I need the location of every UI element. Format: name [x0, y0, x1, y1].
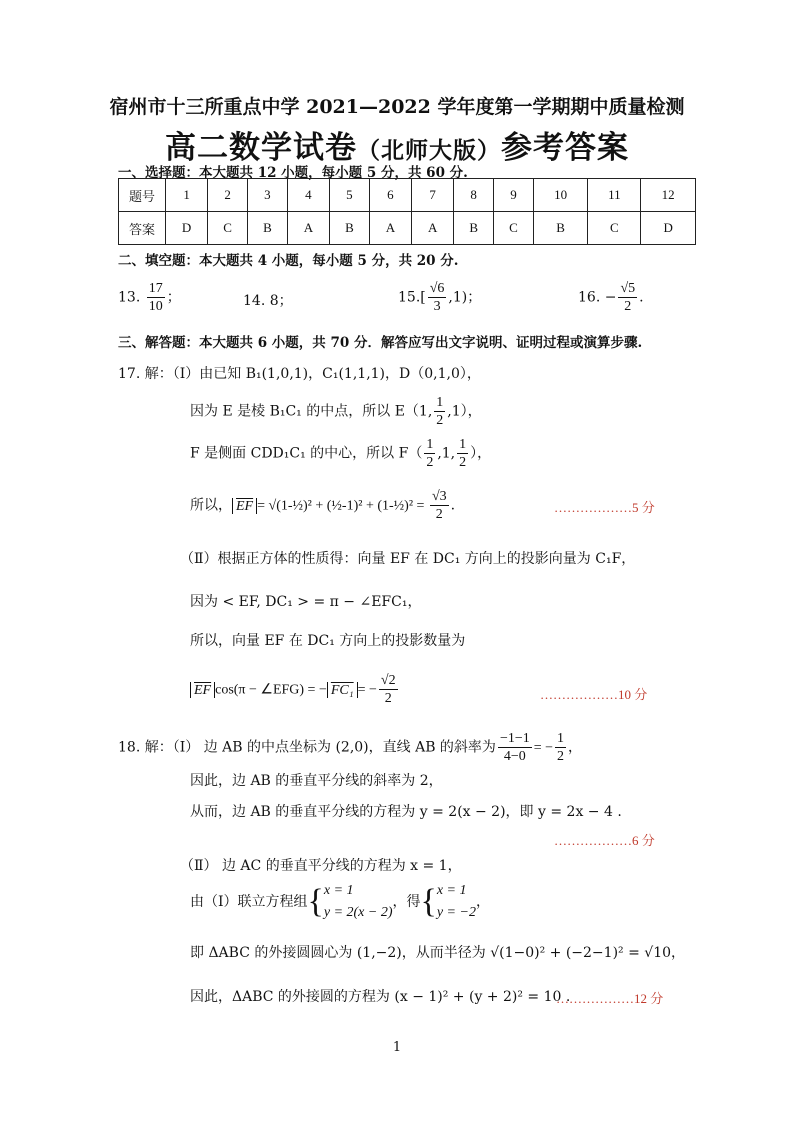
- fraction: $\frac{1}{2}$: [436, 395, 444, 428]
- table-cell: 8: [454, 179, 494, 212]
- answer-16: 16. − $\frac{√5}{2}$ .: [578, 281, 644, 314]
- doc-subtitle: 宿州市十三所重点中学 2021—2022 学年度第一学期期中质量检测: [109, 96, 685, 118]
- q18-line7: 因此，ΔABC 的外接圆的方程为 (x − 1)² + (y + 2)² = 10 .: [190, 989, 571, 1005]
- fraction: $\frac{√3}{2}$: [431, 489, 447, 522]
- answer-table: [118, 178, 696, 245]
- q17-line8: $\overline{EF}$ cos(π − ∠EFG) = − FC₁ = − $\frac{√2}{2}$: [190, 672, 400, 707]
- q17-line1: 17. 解：（Ⅰ）由已知 B₁(1,0,1)，C₁(1,1,1)，D（0,1,0），: [118, 366, 481, 382]
- table-row: [119, 179, 696, 212]
- table-cell: 4: [287, 179, 329, 212]
- q18-line4: （Ⅱ） 边 AC 的垂直平分线的方程为 x = 1，: [180, 858, 462, 874]
- fraction: $\frac{√6}{3}$: [429, 281, 445, 314]
- q17-line7: 所以，向量 EF 在 DC₁ 方向上的投影数量为: [190, 633, 466, 649]
- q17-line4: 所以， $\overline{EF}$ = √(1-½)² + (½-1)² + (1-½)² = $\frac{√3}{2}$ .: [190, 489, 456, 522]
- table-cell: 11: [588, 179, 641, 212]
- section1-heading: 一、选择题：本大题共 12 小题，每小题 5 分，共 60 分.: [118, 165, 468, 181]
- table-cell: 10: [533, 179, 588, 212]
- title-edition: （北师大版）: [357, 137, 501, 164]
- q18-line1: 18. 解：（Ⅰ） 边 AB 的中点坐标为 (2,0)，直线 AB 的斜率为 $\frac{-1-1}{4-0}$ = − $\frac{1}{2}$ ，: [118, 731, 583, 764]
- table-cell: 5: [330, 179, 370, 212]
- title-tail: 参考答案: [501, 130, 629, 166]
- table-cell: C: [494, 212, 534, 245]
- fraction: $\frac{√2}{2}$: [380, 673, 396, 706]
- table-cell: 7: [412, 179, 454, 212]
- table-cell: 1: [166, 179, 208, 212]
- section3-heading: 三、解答题：本大题共 6 小题，共 70 分．解答应写出文字说明、证明过程或演算步骤.: [118, 335, 643, 351]
- page-number: 1: [392, 1040, 402, 1055]
- row-label: 题号: [119, 179, 166, 212]
- fraction: $\frac{-1-1}{4-0}$: [499, 731, 530, 764]
- fraction: $\frac{1}{2}$: [459, 437, 467, 470]
- q18-line6: 即 ΔABC 的外接圆圆心为 (1,−2)，从而半径为 √(1−0)² + (−2−1)² = √10，: [190, 945, 686, 961]
- table-row: [119, 212, 696, 245]
- q18-line5: 由（Ⅰ）联立方程组{x = 1 y = 2(x − 2)，得{x = 1 y = −2，: [190, 883, 490, 920]
- table-cell: D: [641, 212, 696, 245]
- table-cell: 12: [641, 179, 696, 212]
- q18-line3: 从而，边 AB 的垂直平分线的方程为 y = 2(x − 2)，即 y = 2x − 4 .: [190, 804, 622, 820]
- score-marker: ………………6 分: [554, 833, 655, 848]
- q17-line5: （Ⅱ）根据正方体的性质得：向量 EF 在 DC₁ 方向上的投影向量为 C₁F，: [180, 551, 636, 567]
- table-cell: A: [412, 212, 454, 245]
- answer-13: 13. $\frac{17}{10}$ ；: [118, 281, 181, 314]
- table-cell: B: [330, 212, 370, 245]
- table-cell: 6: [369, 179, 411, 212]
- table-cell: A: [369, 212, 411, 245]
- answer-14: 14. 8；: [243, 293, 293, 309]
- table-cell: 9: [494, 179, 534, 212]
- fraction: $\frac{1}{2}$: [426, 437, 434, 470]
- row-label: 答案: [119, 212, 166, 245]
- fraction: $\frac{1}{2}$: [557, 731, 565, 764]
- answer-15: 15.[ $\frac{√6}{3}$ ,1)；: [398, 281, 482, 314]
- table-cell: 3: [248, 179, 288, 212]
- title-main: 高二数学试卷: [165, 130, 357, 166]
- table-cell: B: [454, 212, 494, 245]
- table-cell: C: [208, 212, 248, 245]
- table-cell: D: [166, 212, 208, 245]
- table-cell: A: [287, 212, 329, 245]
- table-cell: 2: [208, 179, 248, 212]
- fraction: $\frac{17}{10}$: [148, 281, 163, 314]
- score-marker: ………………5 分: [554, 500, 655, 515]
- q17-line3: F 是侧面 CDD₁C₁ 的中心，所以 F（ $\frac{1}{2}$ ,1, $\frac{1}{2}$ ），: [190, 437, 492, 470]
- q18-line2: 因此，边 AB 的垂直平分线的斜率为 2，: [190, 773, 443, 789]
- score-marker: ………………10 分: [540, 687, 648, 702]
- table-cell: B: [533, 212, 588, 245]
- q17-line6: 因为 < EF, DC₁ > = π − ∠EFC₁，: [190, 594, 422, 610]
- score-marker: ………………12 分: [556, 991, 664, 1006]
- q17-line2: 因为 E 是棱 B₁C₁ 的中点，所以 E（1, $\frac{1}{2}$ ,1），: [190, 395, 482, 428]
- section2-heading: 二、填空题：本大题共 4 小题，每小题 5 分，共 20 分.: [118, 253, 459, 269]
- table-cell: B: [248, 212, 288, 245]
- fraction: $\frac{√5}{2}$: [620, 281, 636, 314]
- table-cell: C: [588, 212, 641, 245]
